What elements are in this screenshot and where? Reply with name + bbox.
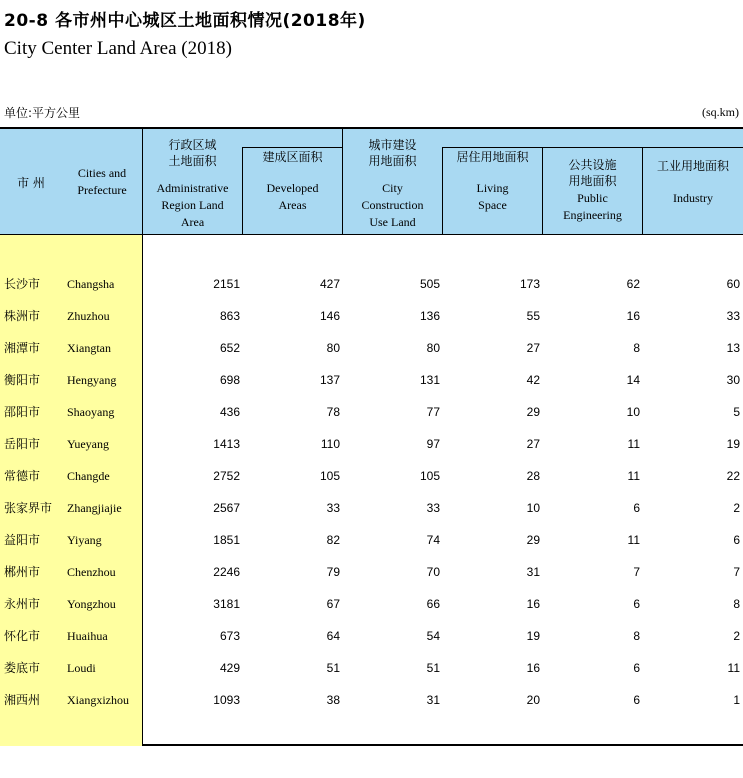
city-name-zh: 常德市 bbox=[4, 469, 41, 483]
header-admin-en-1: Administrative bbox=[156, 181, 229, 195]
cell-developed: 110 bbox=[320, 437, 340, 451]
city-name-en: Loudi bbox=[67, 661, 96, 675]
header-construction-en-1: City bbox=[382, 181, 403, 195]
table-row bbox=[0, 332, 743, 364]
cell-developed: 146 bbox=[319, 309, 340, 323]
cell-developed: 67 bbox=[326, 597, 340, 611]
table-row bbox=[0, 396, 743, 428]
cell-industry: 13 bbox=[726, 341, 740, 355]
cell-public: 6 bbox=[633, 597, 640, 611]
cell-admin: 2752 bbox=[213, 469, 240, 483]
city-name-zh: 衡阳市 bbox=[4, 373, 41, 387]
cell-public: 11 bbox=[627, 533, 640, 547]
header-divider bbox=[442, 147, 443, 234]
cell-living: 27 bbox=[526, 437, 540, 451]
header-divider bbox=[142, 129, 143, 234]
header-city-zh: 市 州 bbox=[17, 176, 45, 190]
cell-public: 16 bbox=[626, 309, 640, 323]
cell-admin: 2567 bbox=[213, 501, 240, 515]
cell-living: 31 bbox=[526, 565, 540, 579]
cell-industry: 2 bbox=[733, 629, 740, 643]
city-name-zh: 湘西州 bbox=[4, 693, 41, 707]
cell-construction: 136 bbox=[419, 309, 440, 323]
header-divider bbox=[242, 147, 243, 234]
cell-admin: 436 bbox=[219, 405, 240, 419]
header-developed-en-2: Areas bbox=[278, 198, 307, 212]
header-living-en-2: Space bbox=[478, 198, 507, 212]
cell-industry: 2 bbox=[733, 501, 740, 515]
city-name-en: Shaoyang bbox=[67, 405, 115, 419]
cell-admin: 2246 bbox=[213, 565, 240, 579]
table-row bbox=[0, 268, 743, 300]
cell-industry: 11 bbox=[727, 661, 740, 675]
cell-admin: 1851 bbox=[213, 533, 240, 547]
cell-public: 8 bbox=[633, 341, 640, 355]
table-title-en: City Center Land Area (2018) bbox=[4, 38, 232, 59]
cell-public: 62 bbox=[626, 277, 640, 291]
cell-living: 28 bbox=[526, 469, 540, 483]
header-subrule bbox=[242, 147, 343, 148]
table-row bbox=[0, 428, 743, 460]
cell-industry: 8 bbox=[733, 597, 740, 611]
table-row bbox=[0, 556, 743, 588]
cell-industry: 33 bbox=[726, 309, 740, 323]
header-public-en-1: Public bbox=[577, 191, 608, 205]
cell-public: 14 bbox=[626, 373, 640, 387]
city-name-en: Hengyang bbox=[67, 373, 117, 387]
header-construction-zh-2: 用地面积 bbox=[368, 154, 417, 168]
cell-public: 7 bbox=[633, 565, 640, 579]
header-city-en-2: Prefecture bbox=[77, 183, 127, 197]
cell-developed: 427 bbox=[319, 277, 340, 291]
cell-construction: 51 bbox=[426, 661, 440, 675]
header-public-zh-2: 用地面积 bbox=[568, 174, 617, 188]
cell-public: 6 bbox=[633, 693, 640, 707]
header-subrule bbox=[442, 147, 743, 148]
cell-industry: 60 bbox=[726, 277, 740, 291]
cell-industry: 7 bbox=[733, 565, 740, 579]
header-city-en-1: Cities and bbox=[77, 166, 127, 180]
cell-construction: 97 bbox=[426, 437, 440, 451]
cell-admin: 673 bbox=[219, 629, 240, 643]
unit-label-zh: 单位:平方公里 bbox=[4, 106, 81, 120]
cell-living: 29 bbox=[526, 533, 540, 547]
cell-construction: 66 bbox=[426, 597, 440, 611]
cell-construction: 31 bbox=[426, 693, 440, 707]
header-admin-en-3: Area bbox=[180, 215, 205, 229]
cell-construction: 74 bbox=[426, 533, 440, 547]
cell-developed: 80 bbox=[326, 341, 340, 355]
header-divider bbox=[642, 147, 643, 234]
cell-admin: 3181 bbox=[213, 597, 240, 611]
cell-developed: 78 bbox=[326, 405, 340, 419]
cell-admin: 2151 bbox=[213, 277, 240, 291]
city-name-zh: 岳阳市 bbox=[4, 437, 41, 451]
table-header bbox=[0, 129, 743, 235]
cell-admin: 1093 bbox=[213, 693, 240, 707]
city-name-en: Yiyang bbox=[67, 533, 102, 547]
cell-living: 42 bbox=[526, 373, 540, 387]
city-name-en: Zhangjiajie bbox=[67, 501, 122, 515]
header-divider bbox=[542, 147, 543, 234]
cell-admin: 698 bbox=[219, 373, 240, 387]
cell-industry: 19 bbox=[726, 437, 740, 451]
header-divider bbox=[342, 129, 343, 234]
cell-industry: 22 bbox=[726, 469, 740, 483]
header-living-zh: 居住用地面积 bbox=[456, 150, 529, 164]
cell-developed: 64 bbox=[326, 629, 340, 643]
unit-label-en: (sq.km) bbox=[702, 105, 739, 119]
table-row bbox=[0, 492, 743, 524]
cell-construction: 80 bbox=[426, 341, 440, 355]
header-developed-zh: 建成区面积 bbox=[262, 150, 323, 164]
cell-developed: 51 bbox=[326, 661, 340, 675]
cell-public: 10 bbox=[626, 405, 640, 419]
table-row bbox=[0, 588, 743, 620]
city-name-en: Xiangtan bbox=[67, 341, 111, 355]
header-developed-en-1: Developed bbox=[266, 181, 319, 195]
table-row bbox=[0, 300, 743, 332]
header-admin-zh-2: 土地面积 bbox=[168, 154, 217, 168]
cell-living: 27 bbox=[526, 341, 540, 355]
cell-living: 55 bbox=[526, 309, 540, 323]
cell-industry: 1 bbox=[733, 693, 740, 707]
city-name-zh: 株洲市 bbox=[4, 309, 41, 323]
cell-living: 16 bbox=[526, 661, 540, 675]
city-name-zh: 永州市 bbox=[4, 597, 41, 611]
cell-construction: 105 bbox=[419, 469, 440, 483]
header-city bbox=[0, 129, 142, 234]
city-name-en: Changde bbox=[67, 469, 110, 483]
header-construction-zh-1: 城市建设 bbox=[368, 138, 417, 152]
cell-construction: 54 bbox=[426, 629, 440, 643]
cell-industry: 6 bbox=[733, 533, 740, 547]
cell-living: 16 bbox=[526, 597, 540, 611]
table-row bbox=[0, 364, 743, 396]
cell-admin: 1413 bbox=[213, 437, 240, 451]
cell-public: 6 bbox=[633, 661, 640, 675]
cell-developed: 137 bbox=[319, 373, 340, 387]
city-name-en: Yongzhou bbox=[67, 597, 116, 611]
cell-developed: 38 bbox=[326, 693, 340, 707]
city-name-zh: 张家界市 bbox=[4, 501, 53, 515]
city-name-en: Changsha bbox=[67, 277, 115, 291]
cell-developed: 33 bbox=[326, 501, 340, 515]
table-body bbox=[0, 235, 743, 746]
table-row bbox=[0, 460, 743, 492]
city-name-en: Zhuzhou bbox=[67, 309, 110, 323]
cell-admin: 429 bbox=[219, 661, 240, 675]
header-industry bbox=[643, 129, 743, 234]
table-row bbox=[0, 684, 743, 716]
cell-living: 29 bbox=[526, 405, 540, 419]
header-construction bbox=[343, 129, 442, 234]
cell-construction: 70 bbox=[426, 565, 440, 579]
cell-public: 8 bbox=[633, 629, 640, 643]
cell-living: 173 bbox=[519, 277, 540, 291]
cell-construction: 505 bbox=[419, 277, 440, 291]
cell-developed: 79 bbox=[326, 565, 340, 579]
cell-industry: 30 bbox=[726, 373, 740, 387]
cell-construction: 77 bbox=[426, 405, 440, 419]
city-name-en: Chenzhou bbox=[67, 565, 116, 579]
city-name-zh: 怀化市 bbox=[4, 629, 41, 643]
header-public bbox=[543, 129, 642, 234]
header-admin-en-2: Region Land bbox=[161, 198, 224, 212]
city-name-zh: 湘潭市 bbox=[4, 341, 41, 355]
cell-living: 20 bbox=[526, 693, 540, 707]
cell-developed: 105 bbox=[319, 469, 340, 483]
cell-public: 11 bbox=[627, 469, 640, 483]
table-row bbox=[0, 524, 743, 556]
city-name-en: Huaihua bbox=[67, 629, 108, 643]
cell-living: 19 bbox=[526, 629, 540, 643]
header-public-zh-1: 公共设施 bbox=[568, 158, 617, 172]
cell-public: 6 bbox=[633, 501, 640, 515]
land-area-table bbox=[0, 127, 743, 746]
table-row bbox=[0, 652, 743, 684]
header-admin-zh-1: 行政区域 bbox=[168, 138, 217, 152]
city-name-zh: 益阳市 bbox=[4, 533, 41, 547]
city-name-en: Xiangxizhou bbox=[67, 693, 129, 707]
header-admin bbox=[143, 129, 242, 234]
header-construction-en-3: Use Land bbox=[369, 215, 416, 229]
header-industry-en: Industry bbox=[673, 191, 713, 205]
cell-public: 11 bbox=[627, 437, 640, 451]
city-name-zh: 郴州市 bbox=[4, 565, 41, 579]
cell-industry: 5 bbox=[733, 405, 740, 419]
cell-admin: 863 bbox=[219, 309, 240, 323]
table-row bbox=[0, 620, 743, 652]
cell-living: 10 bbox=[526, 501, 540, 515]
header-industry-zh: 工业用地面积 bbox=[656, 159, 729, 173]
cell-construction: 33 bbox=[426, 501, 440, 515]
header-developed bbox=[243, 129, 342, 234]
header-construction-en-2: Construction bbox=[361, 198, 424, 212]
table-title-zh: 20-8 各市州中心城区土地面积情况(2018年) bbox=[4, 11, 366, 31]
cell-developed: 82 bbox=[326, 533, 340, 547]
header-living-en-1: Living bbox=[476, 181, 509, 195]
city-name-zh: 长沙市 bbox=[4, 277, 41, 291]
cell-admin: 652 bbox=[219, 341, 240, 355]
city-name-en: Yueyang bbox=[67, 437, 109, 451]
header-public-en-2: Engineering bbox=[563, 208, 622, 222]
header-living bbox=[443, 129, 542, 234]
city-name-zh: 邵阳市 bbox=[4, 405, 41, 419]
city-name-zh: 娄底市 bbox=[4, 661, 41, 675]
cell-construction: 131 bbox=[419, 373, 440, 387]
